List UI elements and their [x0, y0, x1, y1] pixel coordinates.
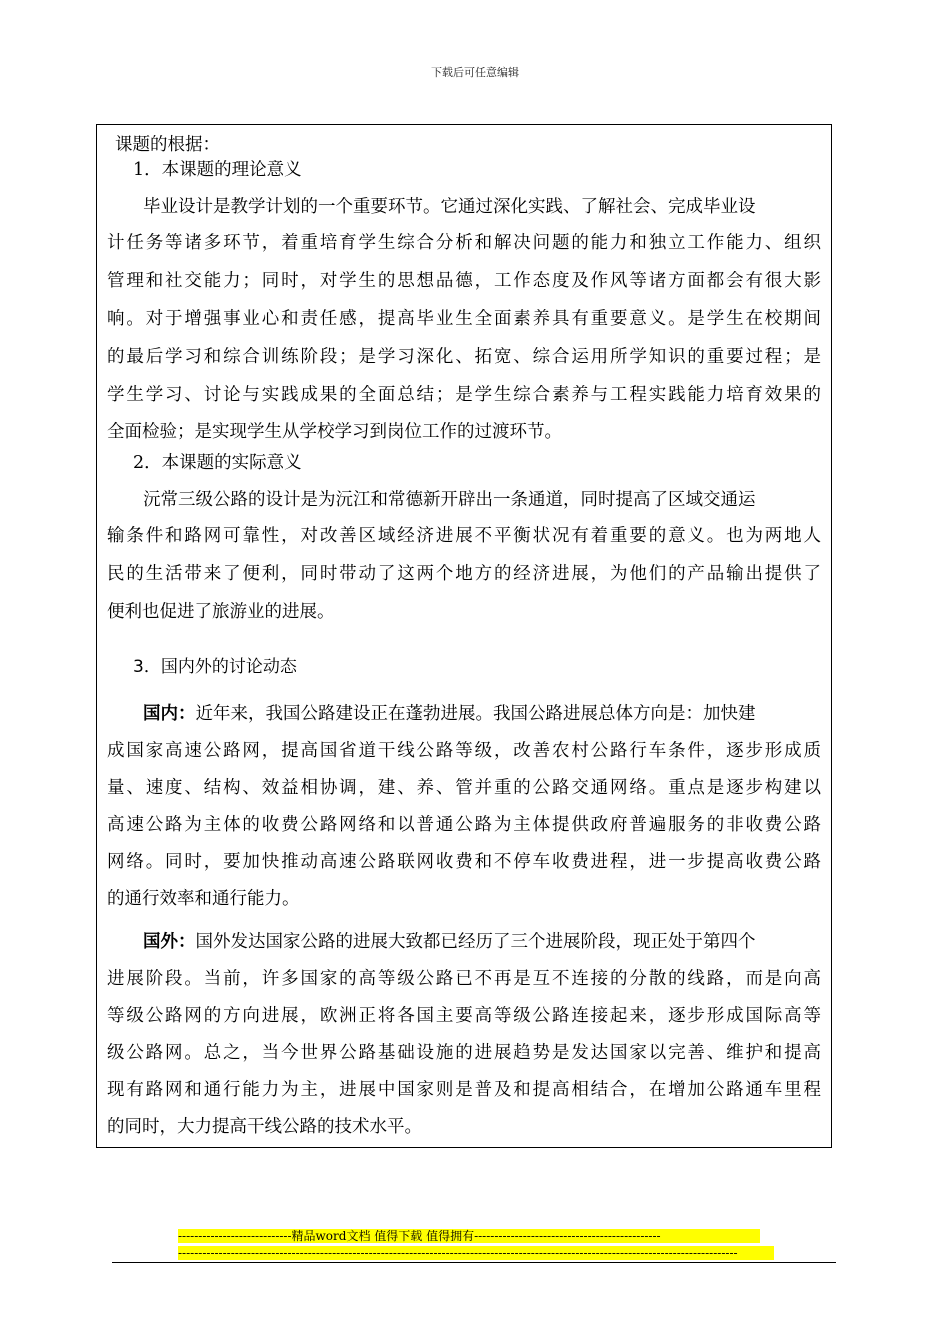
- paragraph-line: 管理和社交能力；同时，对学生的思想品德，工作态度及作风等诸方面都会有很大影: [107, 271, 821, 291]
- paragraph-line: 级公路网。总之，当今世界公路基础设施的进展趋势是发达国家以完善、维护和提高: [107, 1043, 821, 1063]
- section-3-heading: 3．国内外的讨论动态: [133, 657, 297, 677]
- paragraph-line: 成国家高速公路网，提高国省道干线公路等级，改善农村公路行车条件，逐步形成质: [107, 741, 821, 761]
- paragraph-line: 沅常三级公路的设计是为沅江和常德新开辟出一条通道，同时提高了区域交通运: [143, 490, 756, 510]
- foreign-text: 国外发达国家公路的进展大致都已经历了三个进展阶段，现正处于第四个: [195, 932, 756, 952]
- domestic-label: 国内：: [143, 704, 196, 724]
- paragraph-line: 便利也促进了旅游业的进展。: [107, 602, 335, 622]
- page-header: 下载后可任意编辑: [431, 66, 519, 79]
- paragraph-line: 毕业设计是教学计划的一个重要环节。它通过深化实践、了解社会、完成毕业设: [143, 197, 756, 217]
- paragraph-line: 的最后学习和综合训练阶段；是学习深化、拓宽、综合运用所学知识的重要过程；是: [107, 347, 821, 367]
- footer-banner-line-1: ----------------------------精品word文档 值得下载 值得拥有----------------------------------------------: [178, 1229, 760, 1243]
- paragraph-line: 现有路网和通行能力为主，进展中国家则是普及和提高相结合，在增加公路通车里程: [107, 1080, 821, 1100]
- basis-label: 课题的根据：: [115, 135, 220, 155]
- section-1-heading: 1．本课题的理论意义: [133, 160, 302, 180]
- paragraph-line: 的同时，大力提高干线公路的技术水平。: [107, 1117, 422, 1137]
- paragraph-line: 的通行效率和通行能力。: [107, 889, 300, 909]
- footer-rule: [112, 1262, 836, 1263]
- paragraph-line: 响。对于增强事业心和责任感，提高毕业生全面素养具有重要意义。是学生在校期间: [107, 309, 821, 329]
- foreign-label: 国外：: [143, 932, 196, 952]
- paragraph-line: 学生学习、讨论与实践成果的全面总结；是学生综合素养与工程实践能力培育效果的: [107, 385, 821, 405]
- foreign-first-line: [143, 928, 819, 953]
- paragraph-line: 全面检验；是实现学生从学校学习到岗位工作的过渡环节。: [107, 422, 562, 442]
- paragraph-line: 民的生活带来了便利，同时带动了这两个地方的经济进展，为他们的产品输出提供了: [107, 564, 821, 584]
- paragraph-line: 网络。同时，要加快推动高速公路联网收费和不停车收费进程，进一步提高收费公路: [107, 852, 821, 872]
- footer-banner-line-2: ------------------------------------------------------------------------------------------------------------------------------------------: [178, 1246, 774, 1260]
- paragraph-line: 高速公路为主体的收费公路网络和以普通公路为主体提供政府普遍服务的非收费公路: [107, 815, 821, 835]
- paragraph-line: 输条件和路网可靠性，对改善区域经济进展不平衡状况有着重要的意义。也为两地人: [107, 526, 821, 546]
- section-2-heading: 2．本课题的实际意义: [133, 453, 302, 473]
- paragraph-line: 计任务等诸多环节，着重培育学生综合分析和解决问题的能力和独立工作能力、组织: [107, 233, 821, 253]
- content-table-cell: [96, 124, 832, 1148]
- domestic-text: 近年来，我国公路建设正在蓬勃进展。我国公路进展总体方向是：加快建: [195, 704, 756, 724]
- domestic-first-line: [143, 700, 819, 725]
- paragraph-line: 等级公路网的方向进展，欧洲正将各国主要高等级公路连接起来，逐步形成国际高等: [107, 1006, 821, 1026]
- paragraph-line: 进展阶段。当前，许多国家的高等级公路已不再是互不连接的分散的线路，而是向高: [107, 969, 821, 989]
- paragraph-line: 量、速度、结构、效益相协调，建、养、管并重的公路交通网络。重点是逐步构建以: [107, 778, 821, 798]
